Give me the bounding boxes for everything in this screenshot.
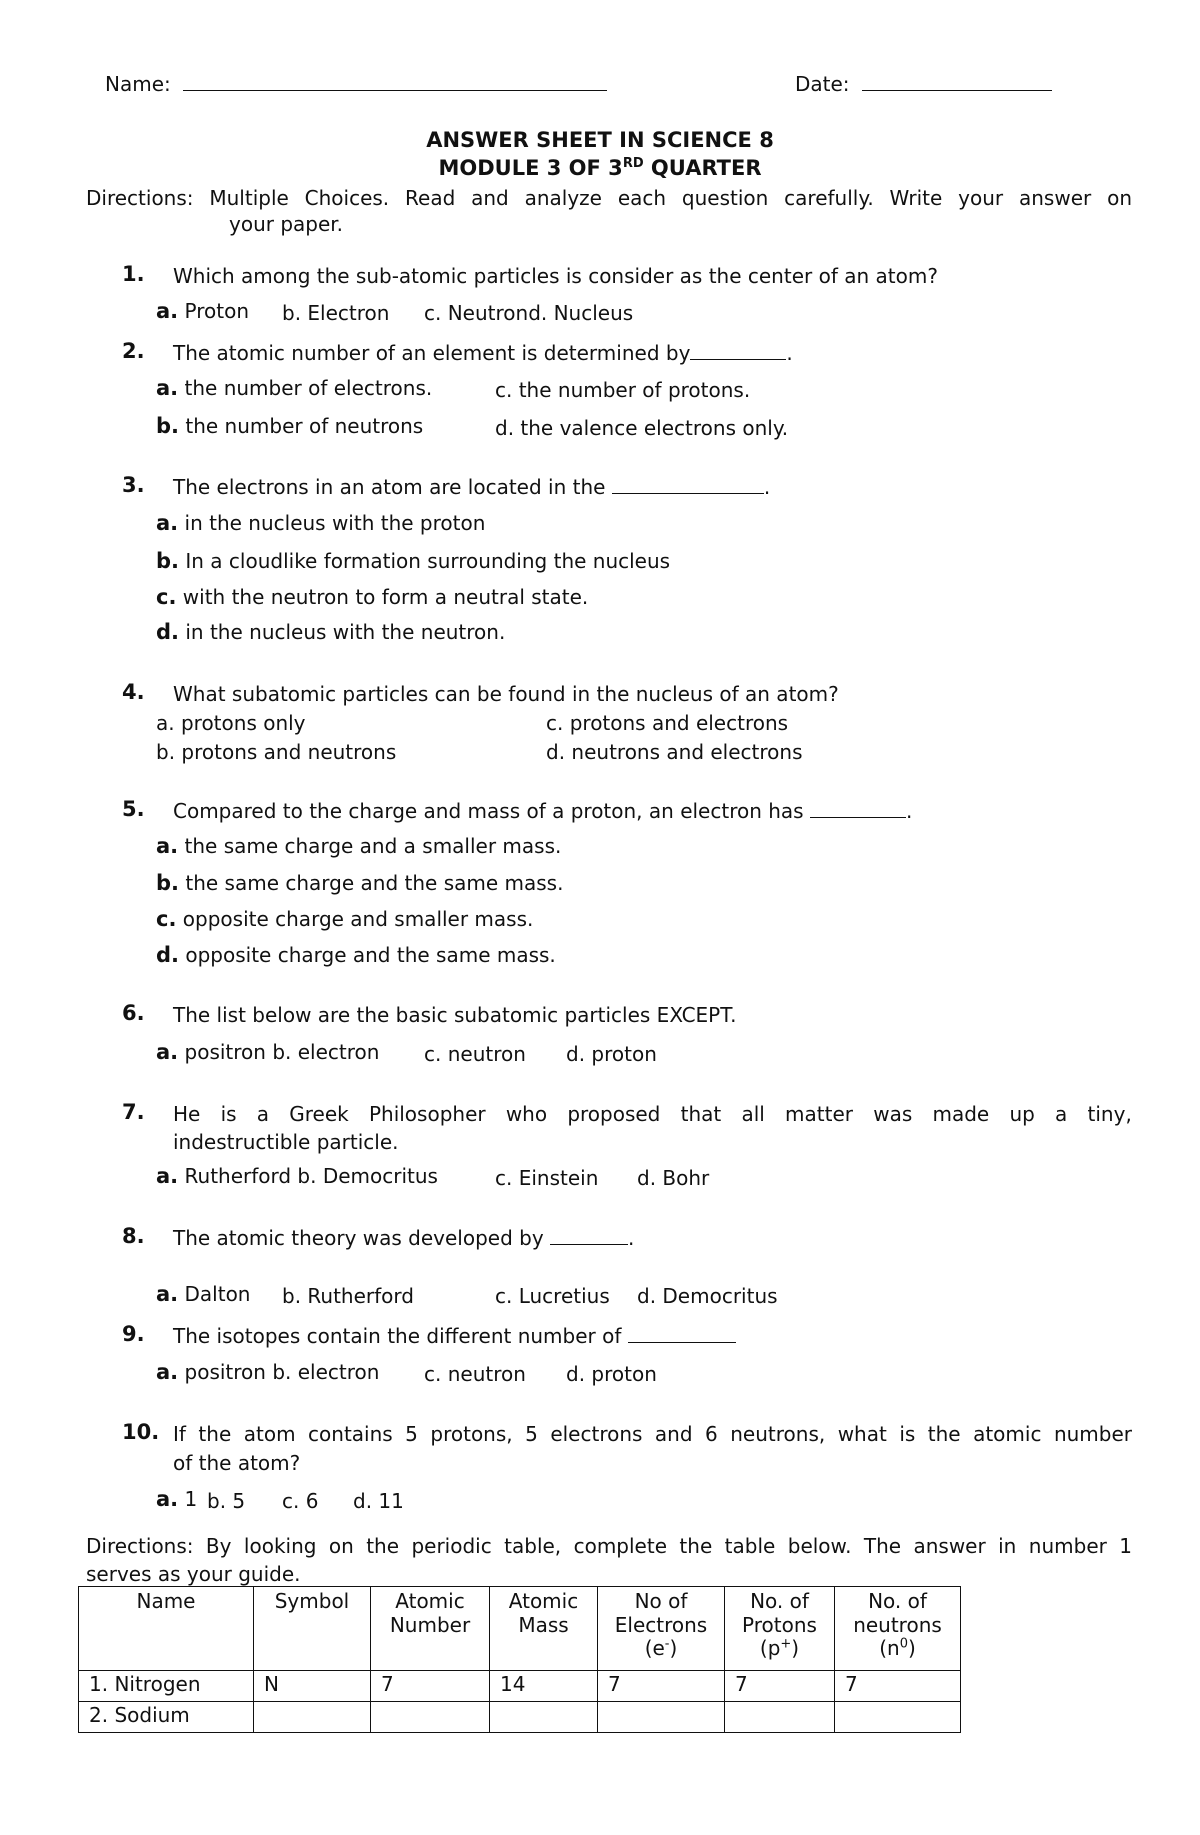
question-number: 8. [122, 1224, 145, 1248]
option-text: opposite charge and smaller mass. [176, 907, 534, 931]
cell-protons[interactable] [725, 1702, 835, 1733]
option-row [156, 871, 563, 896]
header-text: No. of [868, 1589, 927, 1613]
page-subtitle [0, 156, 1200, 181]
question-word: all [741, 1102, 765, 1126]
option-row [156, 1360, 379, 1385]
option: c. Neutrond. Nucleus [424, 301, 634, 325]
cell-name: 1. Nitrogen [79, 1671, 254, 1702]
question-word: made [932, 1102, 990, 1126]
question-text-end: . [905, 799, 913, 823]
option: c. the number of protons. [495, 378, 751, 402]
option-row [156, 943, 556, 968]
question-word: a [256, 1102, 270, 1126]
option-letter: b. [156, 549, 180, 573]
name-line [105, 72, 607, 96]
name-label: Name: [105, 72, 171, 96]
question-number: 6. [122, 1001, 145, 1025]
cell-atomic-mass[interactable] [490, 1702, 598, 1733]
header-text: (n [879, 1636, 900, 1661]
option-text: the same charge and the same mass. [179, 871, 564, 895]
option-letter: a. [156, 511, 179, 535]
option-letter: a. [156, 1040, 179, 1064]
name-blank[interactable] [183, 89, 607, 91]
cell-atomic-number[interactable]: 7 [371, 1671, 490, 1702]
option-letter: a. [156, 834, 179, 858]
element-table [78, 1586, 961, 1733]
question-number: 7. [122, 1100, 145, 1124]
header-protons [725, 1587, 835, 1671]
option: b. Rutherford [282, 1284, 414, 1308]
header-text: Atomic [508, 1589, 579, 1613]
option: b. 5 [207, 1489, 246, 1513]
option-row [156, 299, 249, 324]
option-letter: b. [156, 414, 180, 438]
directions-line-1: Directions: Multiple Choices. Read and analyze each question carefully. Write your answer on [86, 186, 1132, 210]
question-word: is [220, 1102, 237, 1126]
question-text: The isotopes contain the different number of [173, 1324, 628, 1348]
option-row [156, 1282, 250, 1307]
header-sup: - [664, 1636, 670, 1652]
date-label: Date: [795, 72, 850, 96]
option-text: in the nucleus with the proton [178, 511, 486, 535]
header-text: Number [389, 1612, 471, 1637]
option-text: positron b. electron [178, 1360, 380, 1384]
option-text: Dalton [178, 1282, 251, 1306]
question-text: The atomic theory was developed by [173, 1226, 551, 1250]
header-symbol-text: Symbol [274, 1589, 350, 1613]
header-text: (e [644, 1636, 665, 1661]
question-text: If the atom contains 5 protons, 5 electrons and 6 neutrons, what is the atomic number [173, 1422, 1132, 1446]
date-line [795, 72, 1052, 96]
question-text-line [173, 341, 793, 365]
question-text-end: . [763, 475, 771, 499]
option-letter: a. [156, 1164, 179, 1188]
option-text: Proton [178, 299, 249, 323]
question-number: 2. [122, 339, 145, 363]
question-text-line [173, 475, 770, 499]
answer-blank[interactable] [612, 492, 764, 494]
header-text: Atomic [395, 1589, 465, 1613]
table-row [79, 1671, 961, 1702]
header-text: No of [634, 1589, 688, 1613]
question-text-line-2: of the atom? [173, 1451, 301, 1475]
option-letter: d. [156, 620, 180, 644]
option-letter: b. [156, 871, 180, 895]
header-text: neutrons [853, 1612, 942, 1637]
question-word: who [505, 1102, 548, 1126]
directions-2-line-1: Directions: By looking on the periodic table, complete the table below. The answer in number 1 [86, 1534, 1132, 1558]
cell-symbol[interactable]: N [254, 1671, 371, 1702]
answer-blank[interactable] [690, 358, 786, 360]
option-row [156, 1164, 438, 1189]
option-row [156, 1487, 197, 1512]
date-blank[interactable] [862, 89, 1052, 91]
question-text-line [173, 1324, 736, 1348]
cell-neutrons[interactable]: 7 [835, 1671, 961, 1702]
header-neutrons [835, 1587, 961, 1671]
page-title [0, 128, 1200, 153]
option-letter: c. [156, 585, 177, 609]
directions-line-2: your paper. [229, 212, 344, 236]
answer-blank[interactable] [550, 1243, 628, 1245]
option-row [156, 620, 505, 645]
question-word: proposed [567, 1102, 661, 1126]
table-header-row [79, 1587, 961, 1671]
question-text: Compared to the charge and mass of a proton, an electron has [173, 799, 810, 823]
option: c. 6 [282, 1489, 319, 1513]
option-letter: a. [156, 1360, 179, 1384]
option: d. proton [566, 1362, 657, 1386]
option-row [156, 907, 533, 932]
question-number: 4. [122, 680, 145, 704]
question-text-line [173, 1226, 634, 1250]
option-row [156, 1040, 379, 1065]
question-text-end: . [628, 1226, 635, 1250]
question-word: Greek [289, 1102, 349, 1126]
option-text: the number of electrons. [178, 376, 433, 400]
header-name-text: Name [136, 1589, 196, 1613]
header-text: (p [759, 1636, 781, 1661]
option: d. proton [566, 1042, 657, 1066]
question-text-end: . [786, 341, 793, 365]
question-word: Philosopher [368, 1102, 486, 1126]
option-row [156, 414, 423, 439]
title-line-2-suffix: QUARTER [643, 156, 762, 180]
answer-blank[interactable] [628, 1341, 736, 1343]
directions-2-line-2: serves as your guide. [86, 1562, 301, 1586]
header-text: Protons [742, 1612, 817, 1637]
option: b. protons and neutrons [156, 740, 397, 764]
question-text-line [173, 799, 912, 823]
question-word: was [873, 1102, 913, 1126]
question-text: The atomic number of an element is determined by [173, 341, 691, 365]
option: d. Democritus [637, 1284, 778, 1308]
answer-blank[interactable] [810, 816, 906, 818]
header-atomic-mass [490, 1587, 598, 1671]
cell-atomic-mass[interactable]: 14 [490, 1671, 598, 1702]
header-symbol [254, 1587, 371, 1671]
option: d. neutrons and electrons [546, 740, 803, 764]
question-text-line-2: indestructible particle. [173, 1130, 399, 1154]
option-row [156, 511, 485, 536]
option-letter: a. [156, 1282, 179, 1306]
option: c. protons and electrons [546, 711, 789, 735]
header-sup: + [780, 1636, 792, 1652]
option-letter: a. [156, 376, 179, 400]
option-text: In a cloudlike formation surrounding the nucleus [179, 549, 671, 573]
option-text: with the neutron to form a neutral state. [176, 585, 589, 609]
question-word: He [173, 1102, 201, 1126]
option-row [156, 585, 588, 610]
option-text: positron b. electron [178, 1040, 380, 1064]
option-text: the same charge and a smaller mass. [178, 834, 562, 858]
question-number: 3. [122, 473, 145, 497]
question-word: up [1009, 1102, 1035, 1126]
option-row [156, 549, 670, 574]
question-word: that [680, 1102, 722, 1126]
option-row [156, 376, 432, 401]
option: c. Lucretius [495, 1284, 610, 1308]
option: c. neutron [424, 1362, 526, 1386]
question-number: 9. [122, 1322, 145, 1346]
cell-atomic-number[interactable] [371, 1702, 490, 1733]
question-number: 5. [122, 797, 145, 821]
option: d. Bohr [637, 1166, 710, 1190]
option-text: 1 [178, 1487, 198, 1511]
title-line-2-prefix: MODULE 3 OF 3 [438, 156, 623, 180]
question-word: matter [785, 1102, 853, 1126]
header-text: No. of [750, 1589, 809, 1613]
option: d. the valence electrons only. [495, 416, 789, 440]
option-letter: c. [156, 907, 177, 931]
option: a. protons only [156, 711, 306, 735]
option: b. Electron [282, 301, 390, 325]
cell-neutrons[interactable] [835, 1702, 961, 1733]
cell-electrons[interactable]: 7 [598, 1671, 725, 1702]
question-word: tiny, [1087, 1102, 1132, 1126]
option-text: in the nucleus with the neutron. [179, 620, 506, 644]
question-text-line [173, 1102, 1132, 1126]
question-text: What subatomic particles can be found in the nucleus of an atom? [173, 682, 839, 706]
option-letter: d. [156, 943, 180, 967]
option: c. neutron [424, 1042, 526, 1066]
cell-electrons[interactable] [598, 1702, 725, 1733]
option: c. Einstein [495, 1166, 599, 1190]
title-line-1: ANSWER SHEET IN SCIENCE 8 [426, 128, 774, 152]
option-row [156, 834, 561, 859]
option-text: the number of neutrons [179, 414, 424, 438]
header-electrons [598, 1587, 725, 1671]
header-text: Electrons [614, 1612, 708, 1637]
option-letter: a. [156, 299, 179, 323]
title-line-2-sup: RD [622, 156, 644, 171]
question-text: The list below are the basic subatomic particles EXCEPT. [173, 1003, 737, 1027]
header-text: Mass [518, 1612, 569, 1637]
header-sup: 0 [899, 1636, 908, 1652]
table-row [79, 1702, 961, 1733]
cell-symbol[interactable] [254, 1702, 371, 1733]
option: d. 11 [353, 1489, 404, 1513]
header-text: ) [791, 1636, 800, 1661]
option-letter: a. [156, 1487, 179, 1511]
question-text: The electrons in an atom are located in the [173, 475, 612, 499]
header-text: ) [669, 1636, 678, 1661]
header-text: ) [907, 1636, 916, 1661]
cell-name: 2. Sodium [79, 1702, 254, 1733]
question-number: 10. [122, 1420, 160, 1444]
header-name [79, 1587, 254, 1671]
option-text: Rutherford b. Democritus [178, 1164, 438, 1188]
question-word: a [1055, 1102, 1068, 1126]
cell-protons[interactable]: 7 [725, 1671, 835, 1702]
header-atomic-number [371, 1587, 490, 1671]
question-text: Which among the sub-atomic particles is consider as the center of an atom? [173, 264, 938, 288]
question-number: 1. [122, 262, 145, 286]
option-text: opposite charge and the same mass. [179, 943, 556, 967]
